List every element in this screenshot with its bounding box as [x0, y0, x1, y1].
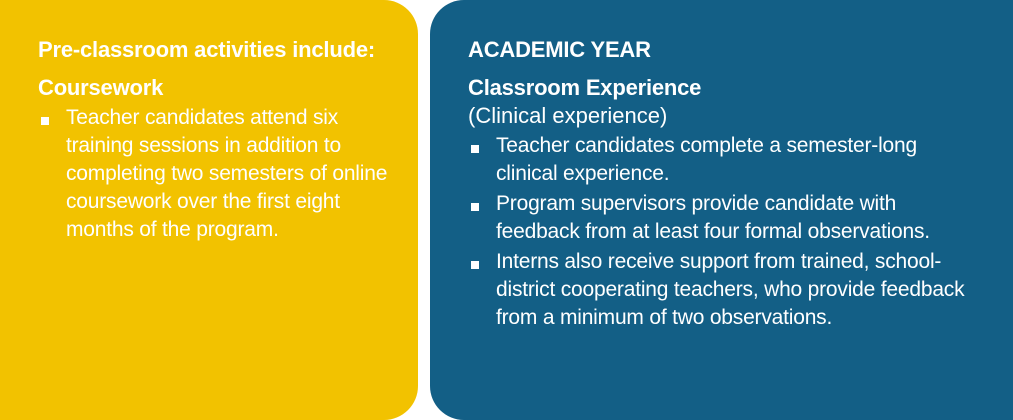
pre-classroom-panel: [0, 0, 418, 420]
pre-classroom-heading: Pre-classroom activities include:: [38, 37, 375, 62]
coursework-bullet-item: [38, 104, 388, 244]
square-bullet-icon: [41, 117, 49, 125]
coursework-bullet-list: [38, 104, 388, 244]
classroom-bullet-item: [468, 248, 983, 332]
classroom-bullet-text: Program supervisors provide candidate with feedback from at least four formal observations.: [496, 192, 930, 243]
classroom-bullet-text: Interns also receive support from trained, school-district cooperating teachers, who provide feedback from a minimum of two observations.: [496, 250, 965, 329]
square-bullet-icon: [471, 261, 479, 269]
classroom-bullet-item: [468, 132, 983, 188]
coursework-bullet-text: Teacher candidates attend six training sessions in addition to completing two semesters of online coursework over the first eight months of the program.: [66, 106, 388, 241]
coursework-subheading: Coursework: [38, 75, 164, 100]
classroom-experience-subheading: Classroom Experience: [468, 75, 702, 100]
classroom-bullet-item: [468, 190, 983, 246]
clinical-experience-note: (Clinical experience): [468, 103, 668, 128]
classroom-bullet-list: [468, 132, 983, 332]
academic-year-panel: [430, 0, 1013, 420]
square-bullet-icon: [471, 203, 479, 211]
classroom-bullet-text: Teacher candidates complete a semester-long clinical experience.: [496, 134, 917, 185]
square-bullet-icon: [471, 145, 479, 153]
academic-year-heading: ACADEMIC YEAR: [468, 37, 651, 62]
